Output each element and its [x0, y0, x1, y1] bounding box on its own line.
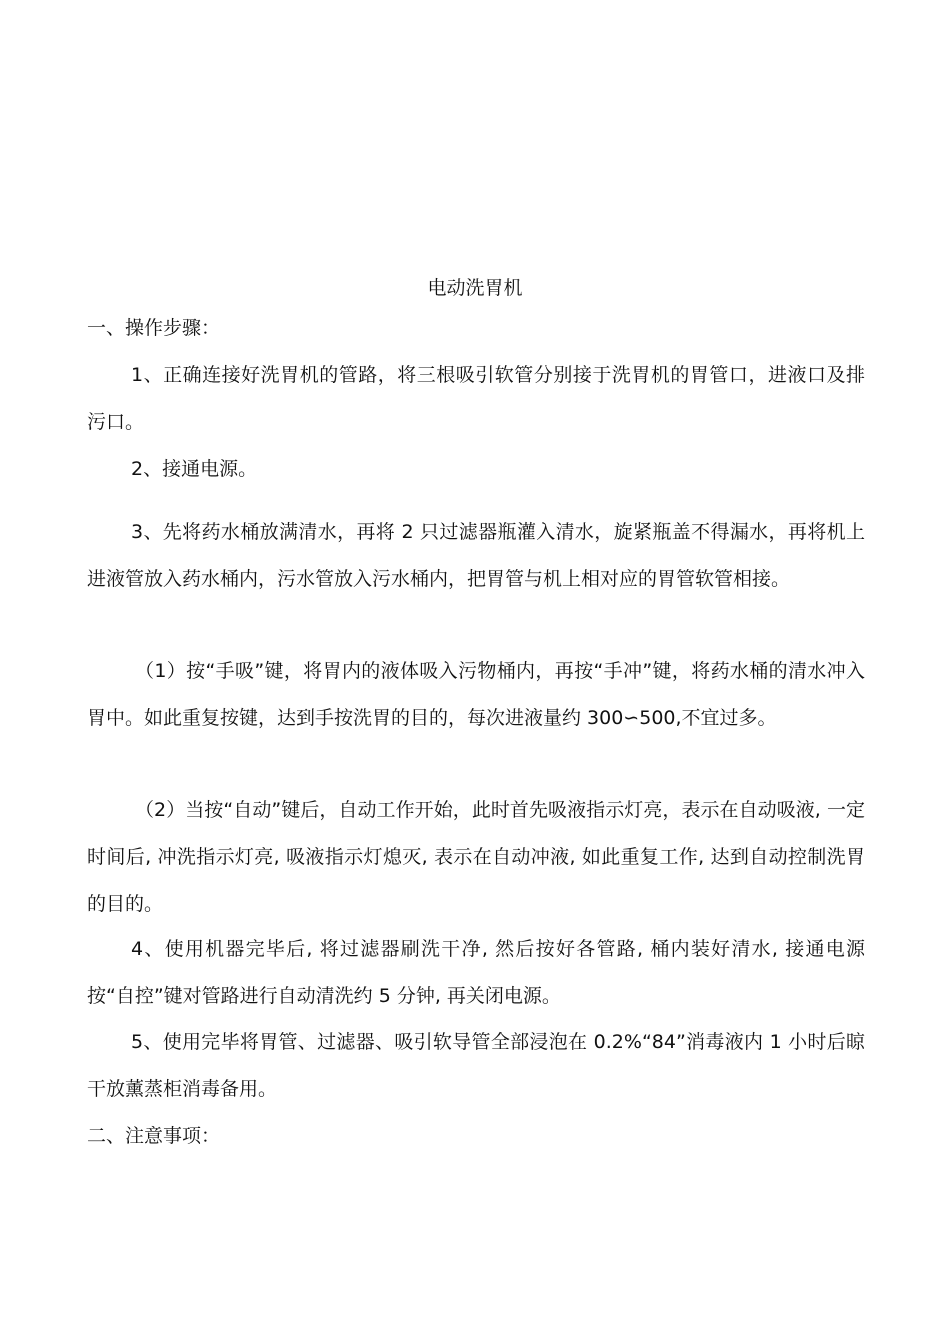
step-4-paragraph: 4、使用机器完毕后, 将过滤器刷洗干净, 然后按好各管路, 桶内装好清水, 接通电源按“自控”键对管路进行自动清洗约 5 分钟, 再关闭电源。: [87, 938, 865, 1007]
section-heading-operation-steps: 一、操作步骤：: [87, 317, 221, 339]
step-3-paragraph: 3、先将药水桶放满清水，再将 2 只过滤器瓶灌入清水，旋紧瓶盖不得漏水，再将机上进液管放入药水桶内，污水管放入污水桶内，把胃管与机上相对应的胃管软管相接。: [87, 521, 865, 590]
section-heading-precautions: 二、注意事项：: [87, 1125, 221, 1147]
step-2-paragraph: 2、接通电源。: [131, 458, 258, 480]
document-title: 电动洗胃机: [427, 277, 523, 299]
step-1-paragraph: 1、正确连接好洗胃机的管路，将三根吸引软管分别接于洗胃机的胃管口，进液口及排污口。: [87, 364, 865, 433]
step-5-paragraph: 5、使用完毕将胃管、过滤器、吸引软导管全部浸泡在 0.2%“84”消毒液内 1 小时后晾干放薰蒸柜消毒备用。: [87, 1031, 865, 1100]
step-3-sub-2-paragraph: （2）当按“自动”键后，自动工作开始，此时首先吸液指示灯亮，表示在自动吸液, 一定时间后, 冲洗指示灯亮, 吸液指示灯熄灭, 表示在自动冲液, 如此重复工作, 达到自动控制洗胃的目的。: [87, 799, 865, 915]
step-3-sub-1-paragraph: （1）按“手吸”键，将胃内的液体吸入污物桶内，再按“手冲”键，将药水桶的清水冲入胃中。如此重复按键，达到手按洗胃的目的，每次进液量约 300∽500,不宜过多。: [87, 660, 865, 729]
